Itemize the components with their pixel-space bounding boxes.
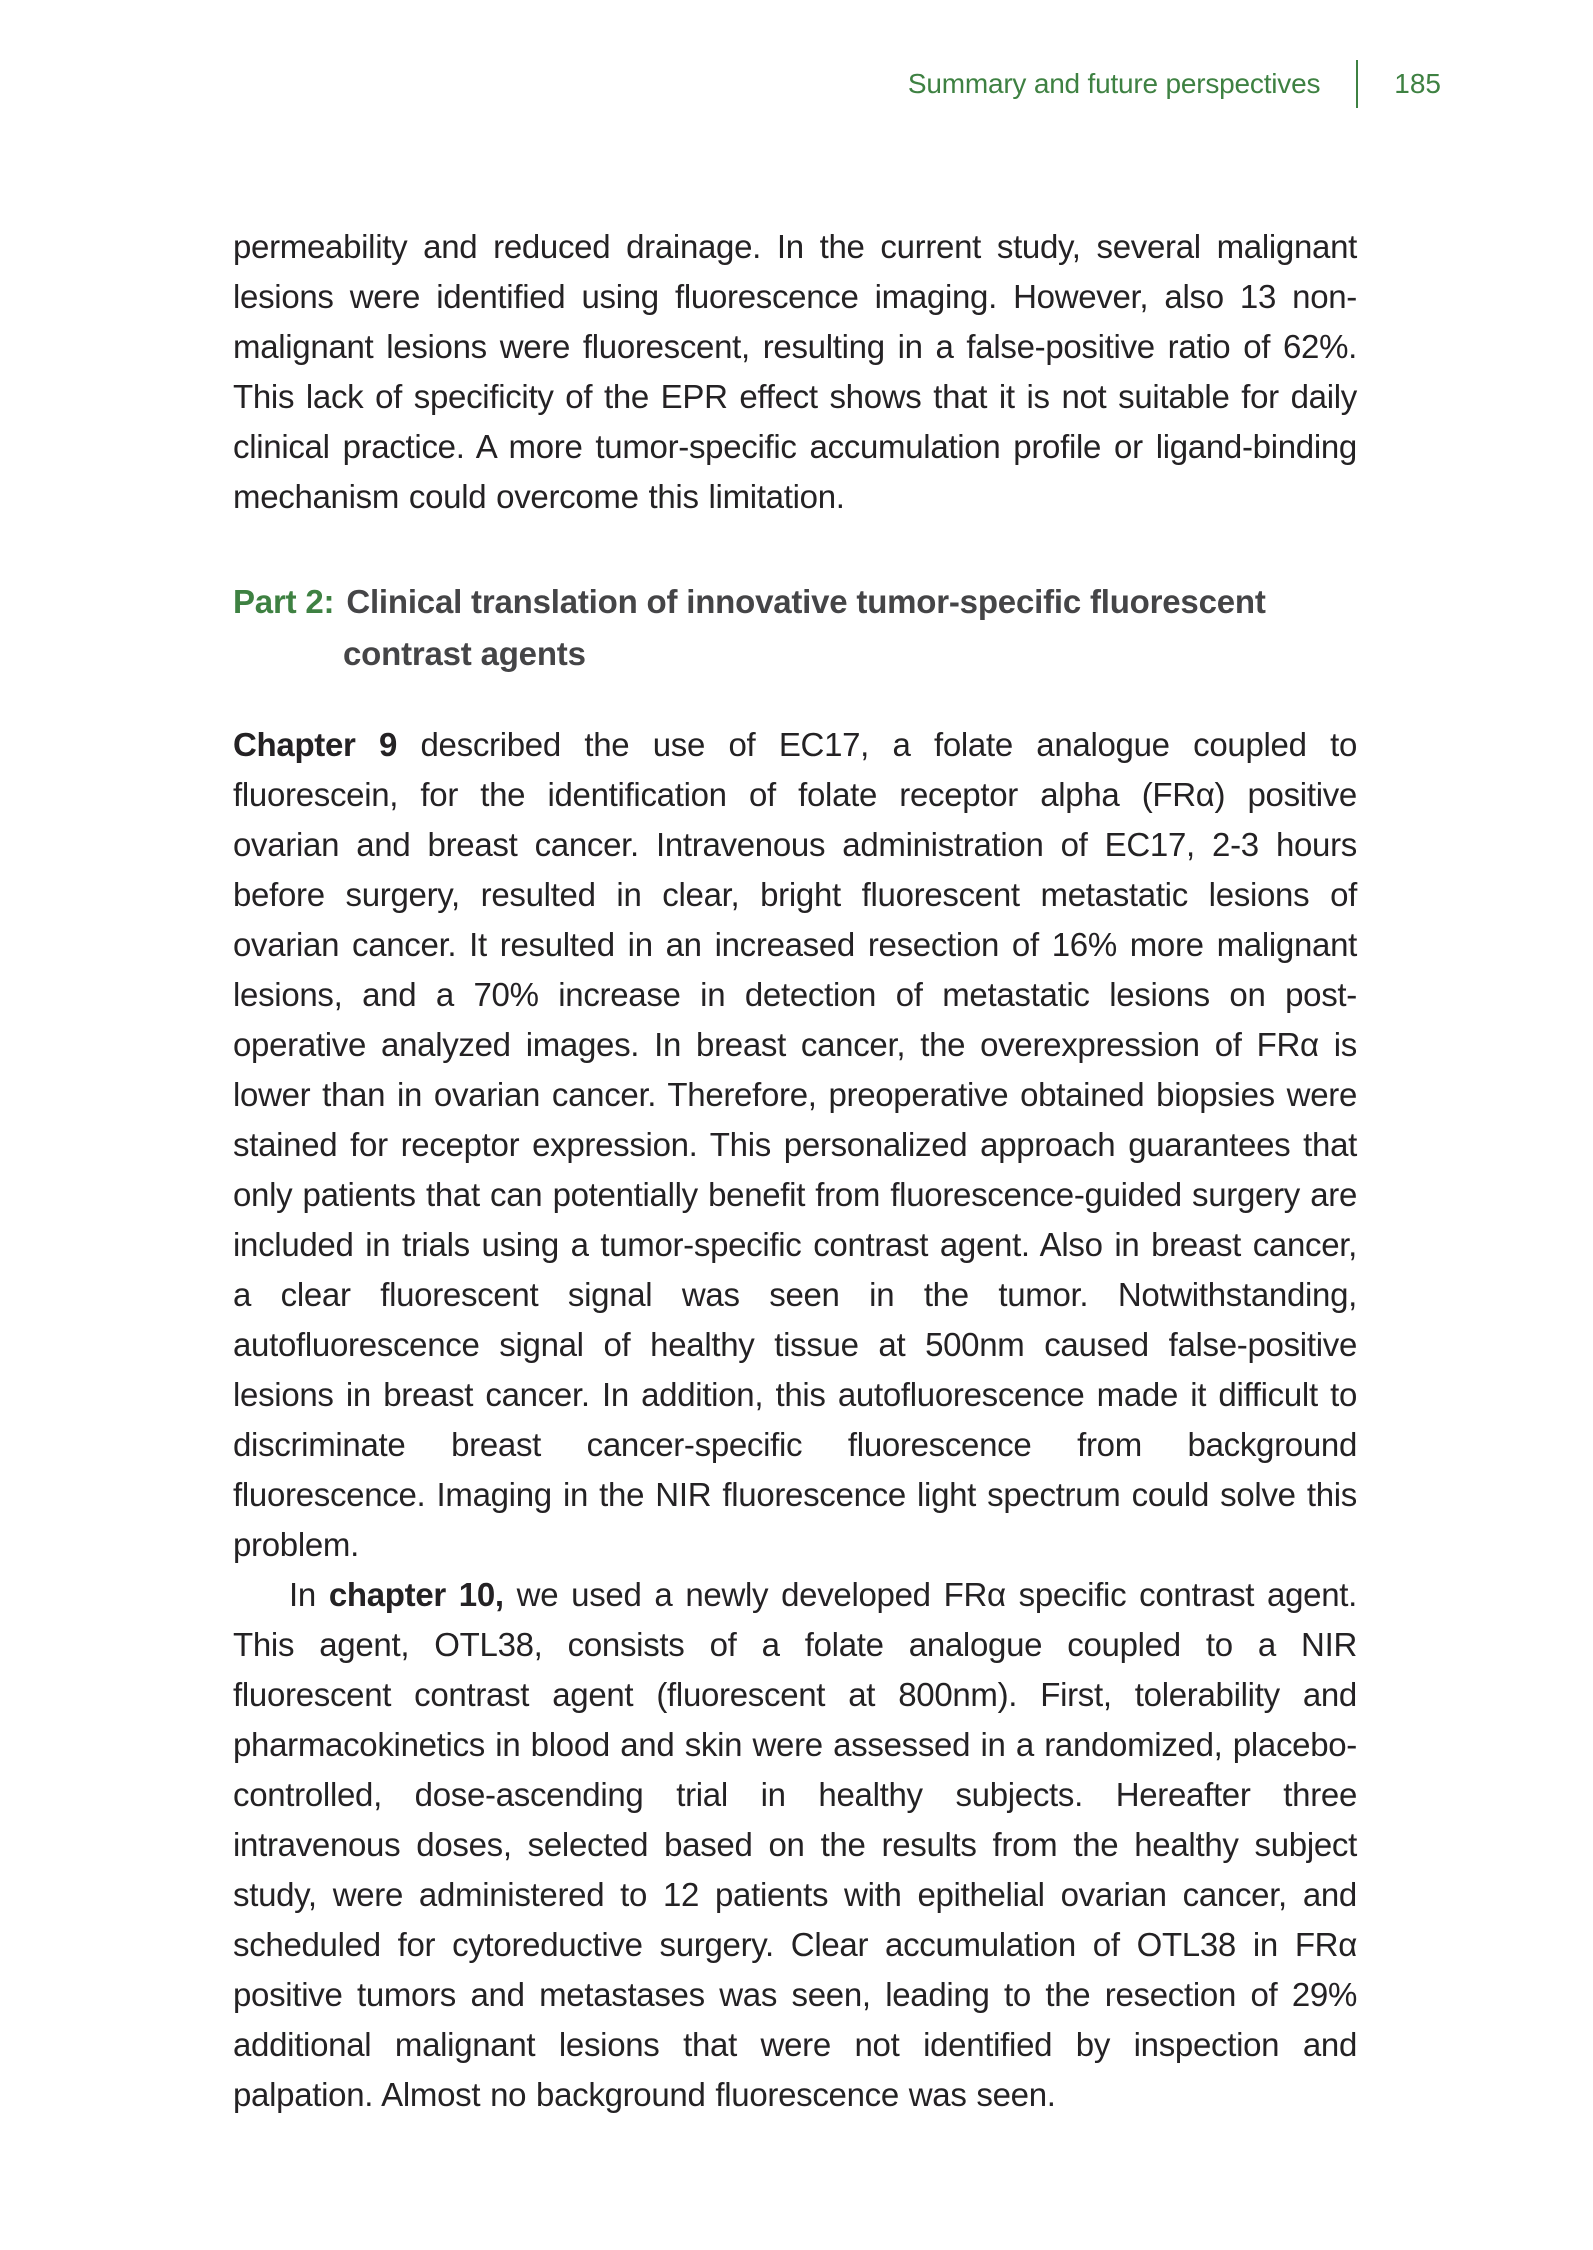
header-divider xyxy=(1356,60,1358,108)
page-header xyxy=(908,58,1441,110)
page-body xyxy=(233,222,1357,2120)
chapter-9-text: described the use of EC17, a folate analogue coupled to fluorescein, for the identification of folate receptor alpha (FRα) positive ovarian and breast cancer. Intravenous administration of EC17, 2-3 hours before surgery, resulted in clear, bright fluorescent metastatic lesions of ovarian cancer. It resulted in an increased resection of 16% more malignant lesions, and a 70% increase in detection of metastatic lesions on post-operative analyzed images. In breast cancer, the overexpression of FRα is lower than in ovarian cancer. Therefore, preoperative obtained biopsies were stained for receptor expression. This personalized approach guarantees that only patients that can potentially benefit from fluorescence-guided surgery are included in trials using a tumor-specific contrast agent. Also in breast cancer, a clear fluorescent signal was seen in the tumor. Notwithstanding, autofluorescence signal of healthy tissue at 500nm caused false-positive lesions in breast cancer. In addition, this autofluorescence made it difficult to discriminate breast cancer-specific fluorescence from background fluorescence. Imaging in the NIR fluorescence light spectrum could solve this problem. xyxy=(233,726,1357,1563)
paragraph-epr-effect: permeability and reduced drainage. In the current study, several malignant lesions were identified using fluorescence imaging. However, also 13 non-malignant lesions were fluorescent, resulting in a false-positive ratio of 62%. This lack of specificity of the EPR effect shows that it is not suitable for daily clinical practice. A more tumor-specific accumulation profile or ligand-binding mechanism could overcome this limitation. xyxy=(233,228,1357,515)
section-heading-part-2 xyxy=(233,576,1357,680)
running-head: Summary and future perspectives xyxy=(907,68,1321,99)
chapter-9-lead: Chapter 9 xyxy=(233,726,398,763)
paragraph-chapter-10 xyxy=(233,1570,1357,2120)
paragraph-chapter-9 xyxy=(233,720,1357,1570)
chapter-10-text: we used a newly developed FRα specific contrast agent. This agent, OTL38, consists of a folate analogue coupled to a NIR fluorescent contrast agent (fluorescent at 800nm). First, tolerability and pharmacokinetics in blood and skin were assessed in a randomized, placebo-controlled, dose-ascending trial in healthy subjects. Hereafter three intravenous doses, selected based on the results from the healthy subject study, were administered to 12 patients with epithelial ovarian cancer, and scheduled for cytoreductive surgery. Clear accumulation of OTL38 in FRα positive tumors and metastases was seen, leading to the resection of 29% additional malignant lesions that were not identified by inspection and palpation. Almost no background fluorescence was seen. xyxy=(233,1576,1358,2113)
chapter-10-lead: chapter 10, xyxy=(328,1576,504,1613)
page-number: 185 xyxy=(1394,68,1441,99)
part-label: Part 2: xyxy=(233,583,335,620)
chapter-10-pre: In xyxy=(289,1576,329,1613)
section-heading-text: Clinical translation of innovative tumor-specific fluorescent contrast agents xyxy=(343,583,1266,672)
